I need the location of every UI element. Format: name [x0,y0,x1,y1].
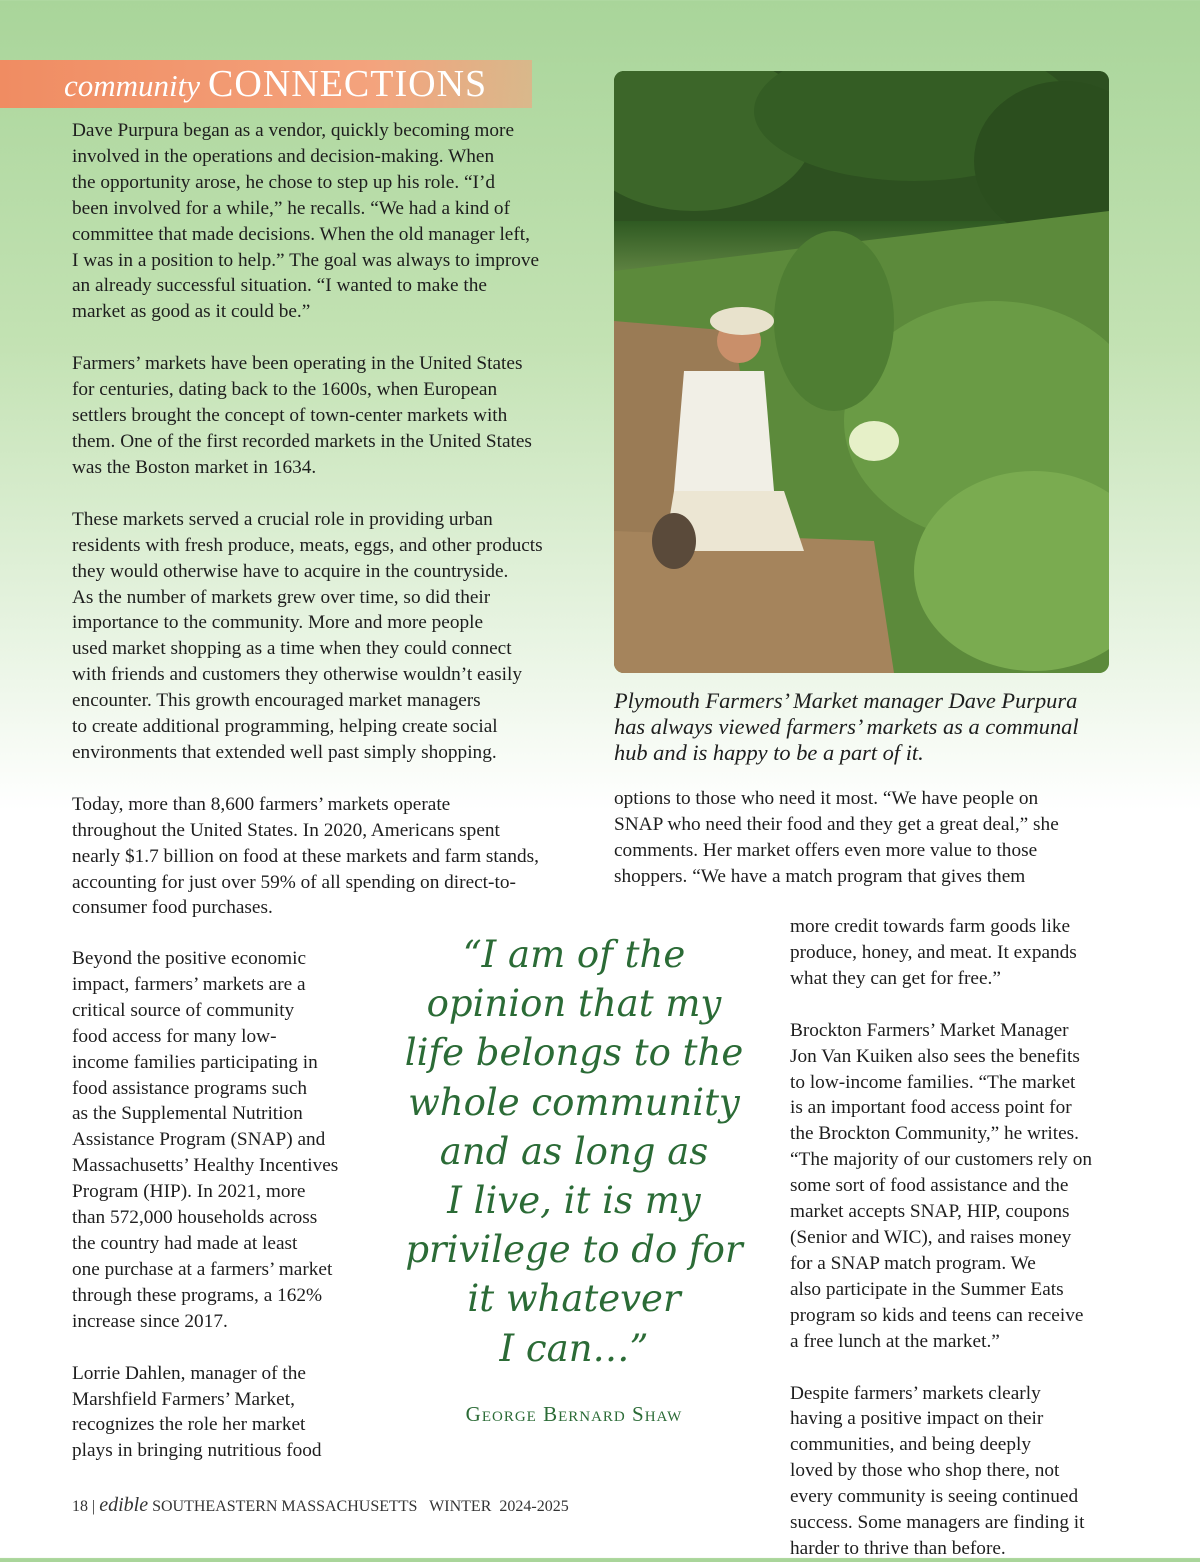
text-line: them. One of the first recorded markets in the United States [72,430,532,452]
text-line: critical source of community [72,999,295,1021]
text-line: an already successful situation. “I wanted to make the [72,275,487,297]
text-line: Program (HIP). In 2021, more [72,1181,306,1203]
text-line: one purchase at a farmers’ market [72,1258,333,1280]
text-line: Dave Purpura began as a vendor, quickly becoming more [72,120,515,141]
farmer-photo-illustration [614,71,1109,673]
page-number: 18 [72,1498,88,1515]
quote-line: I live, it is my [447,1179,701,1223]
caption-line: hub and is happy to be a part of it. [614,740,924,765]
article-column-left-top [72,118,602,921]
article-column-right-top [614,786,1134,890]
text-line: income families participating in [72,1051,318,1073]
text-line: market accepts SNAP, HIP, coupons [790,1201,1070,1223]
text-line: having a positive impact on their [790,1408,1044,1430]
paragraph-gap [72,325,602,351]
quote-line: it whatever [467,1277,681,1321]
paragraph [72,507,602,766]
text-line: Beyond the positive economic [72,948,307,969]
pull-quote-author: George Bernard Shaw [465,1402,683,1426]
paragraph-gap [72,1335,392,1361]
text-line: involved in the operations and decision-making. When [72,145,495,167]
text-line: communities, and being deeply [790,1434,1031,1456]
quote-line: opinion that my [426,982,722,1026]
paragraph [72,946,392,1335]
text-line: residents with fresh produce, meats, eggs, and other products [72,534,543,556]
text-line: every community is seeing continued [790,1486,1079,1508]
quote-line: “I am of the [462,933,686,976]
footer-issue: WINTER 2024-2025 [429,1498,569,1515]
text-line: consumer food purchases. [72,897,273,919]
text-line: also participate in the Summer Eats [790,1278,1064,1300]
text-line: is an important food access point for [790,1097,1072,1119]
text-line: than 572,000 households across [72,1207,318,1229]
paragraph-gap [72,766,602,792]
text-line: These markets served a crucial role in providing urban [72,508,493,530]
footer-separator: | [92,1498,96,1515]
text-line: Jon Van Kuiken also sees the benefits [790,1045,1080,1067]
paragraph [72,118,602,325]
paragraph [72,1361,392,1465]
text-line: Assistance Program (SNAP) and [72,1129,326,1151]
text-line: accounting for just over 59% of all spending on direct-to- [72,871,516,893]
text-line: Today, more than 8,600 farmers’ markets operate [72,793,451,815]
text-line: As the number of markets grew over time, so did their [72,586,491,608]
quote-line: privilege to do for [405,1228,743,1272]
footer-edible: edible [99,1494,149,1516]
text-line: the Brockton Community,” he writes. [790,1123,1079,1145]
paragraph [790,1018,1130,1355]
text-line: environments that extended well past simply shopping. [72,741,497,763]
pull-quote [392,930,756,1373]
text-line: recognizes the role her market [72,1414,306,1436]
paragraph [790,1381,1130,1562]
text-line: they would otherwise have to acquire in the countryside. [72,560,509,582]
text-line: increase since 2017. [72,1310,228,1332]
text-line: program so kids and teens can receive [790,1304,1084,1326]
caption-line: has always viewed farmers’ markets as a communal [614,714,1079,739]
article-column-right-inner [790,914,1130,1562]
text-line: to create additional programming, helping create social [72,716,498,738]
text-line: loved by those who shop there, not [790,1460,1060,1482]
article-column-left-bottom [72,946,392,1464]
paragraph [72,351,602,481]
text-line: market as good as it could be.” [72,301,311,323]
text-line: Massachusetts’ Healthy Incentives [72,1155,339,1177]
text-line: nearly $1.7 billion on food at these markets and farm stands, [72,845,539,867]
text-line: encounter. This growth encouraged market managers [72,690,481,712]
text-line: what they can get for free.” [790,967,1001,989]
quote-line: and as long as [439,1129,709,1173]
text-line: impact, farmers’ markets are a [72,973,306,995]
page-footer [72,1494,569,1517]
text-line: to low-income families. “The market [790,1071,1076,1093]
text-line: “The majority of our customers rely on [790,1149,1092,1171]
paragraph-gap [790,992,1130,1018]
text-line: the country had made at least [72,1232,298,1254]
text-line: settlers brought the concept of town-center markets with [72,405,508,427]
text-line: SNAP who need their food and they get a great deal,” she [614,813,1059,835]
text-line: food assistance programs such [72,1077,308,1099]
quote-line: whole community [408,1080,740,1124]
text-line: Marshfield Farmers’ Market, [72,1388,295,1410]
quote-line: I can…” [499,1326,649,1370]
text-line: food access for many low- [72,1025,277,1047]
text-line: (Senior and WIC), and raises money [790,1226,1072,1248]
paragraph [790,914,1130,992]
text-line: Despite farmers’ markets clearly [790,1382,1041,1404]
text-line: Farmers’ markets have been operating in the United States [72,353,523,375]
text-line: produce, honey, and meat. It expands [790,941,1077,963]
farmer-photo [614,71,1109,673]
paragraph-gap [72,481,602,507]
text-line: success. Some managers are finding it [790,1512,1085,1534]
text-line: a free lunch at the market.” [790,1330,1000,1352]
text-line: through these programs, a 162% [72,1284,323,1306]
paragraph [72,792,602,922]
footer-publication: SOUTHEASTERN MASSACHUSETTS [152,1498,418,1515]
text-line: plays in bringing nutritious food [72,1440,322,1462]
text-line: some sort of food assistance and the [790,1175,1069,1197]
photo-caption [614,688,1134,766]
text-line: harder to thrive than before. [790,1537,1006,1559]
caption-line: Plymouth Farmers’ Market manager Dave Purpura [614,688,1078,713]
text-line: for a SNAP match program. We [790,1252,1036,1274]
text-line: throughout the United States. In 2020, Americans spent [72,819,500,841]
text-line: importance to the community. More and more people [72,612,484,634]
text-line: for centuries, dating back to the 1600s, when European [72,379,498,401]
text-line: comments. Her market offers even more value to those [614,839,1038,861]
text-line: shoppers. “We have a match program that gives them [614,865,1026,887]
text-line: been involved for a while,” he recalls. “We had a kind of [72,197,510,219]
text-line: as the Supplemental Nutrition [72,1103,303,1125]
text-line: with friends and customers they otherwise wouldn’t easily [72,664,522,686]
text-line: committee that made decisions. When the old manager left, [72,223,530,245]
text-line: options to those who need it most. “We have people on [614,788,1039,809]
paragraph-gap [790,1355,1130,1381]
text-line: used market shopping as a time when they could connect [72,638,512,660]
section-title-caps: CONNECTIONS [208,63,488,105]
text-line: Brockton Farmers’ Market Manager [790,1019,1069,1041]
section-title [64,62,487,106]
text-line: more credit towards farm goods like [790,916,1071,937]
text-line: I was in a position to help.” The goal was always to improve [72,249,540,271]
text-line: Lorrie Dahlen, manager of the [72,1362,306,1384]
text-line: the opportunity arose, he chose to step up his role. “I’d [72,171,496,193]
section-banner [0,60,532,108]
section-title-italic: community [64,68,201,103]
text-line: was the Boston market in 1634. [72,456,317,478]
quote-line: life belongs to the [404,1031,744,1075]
